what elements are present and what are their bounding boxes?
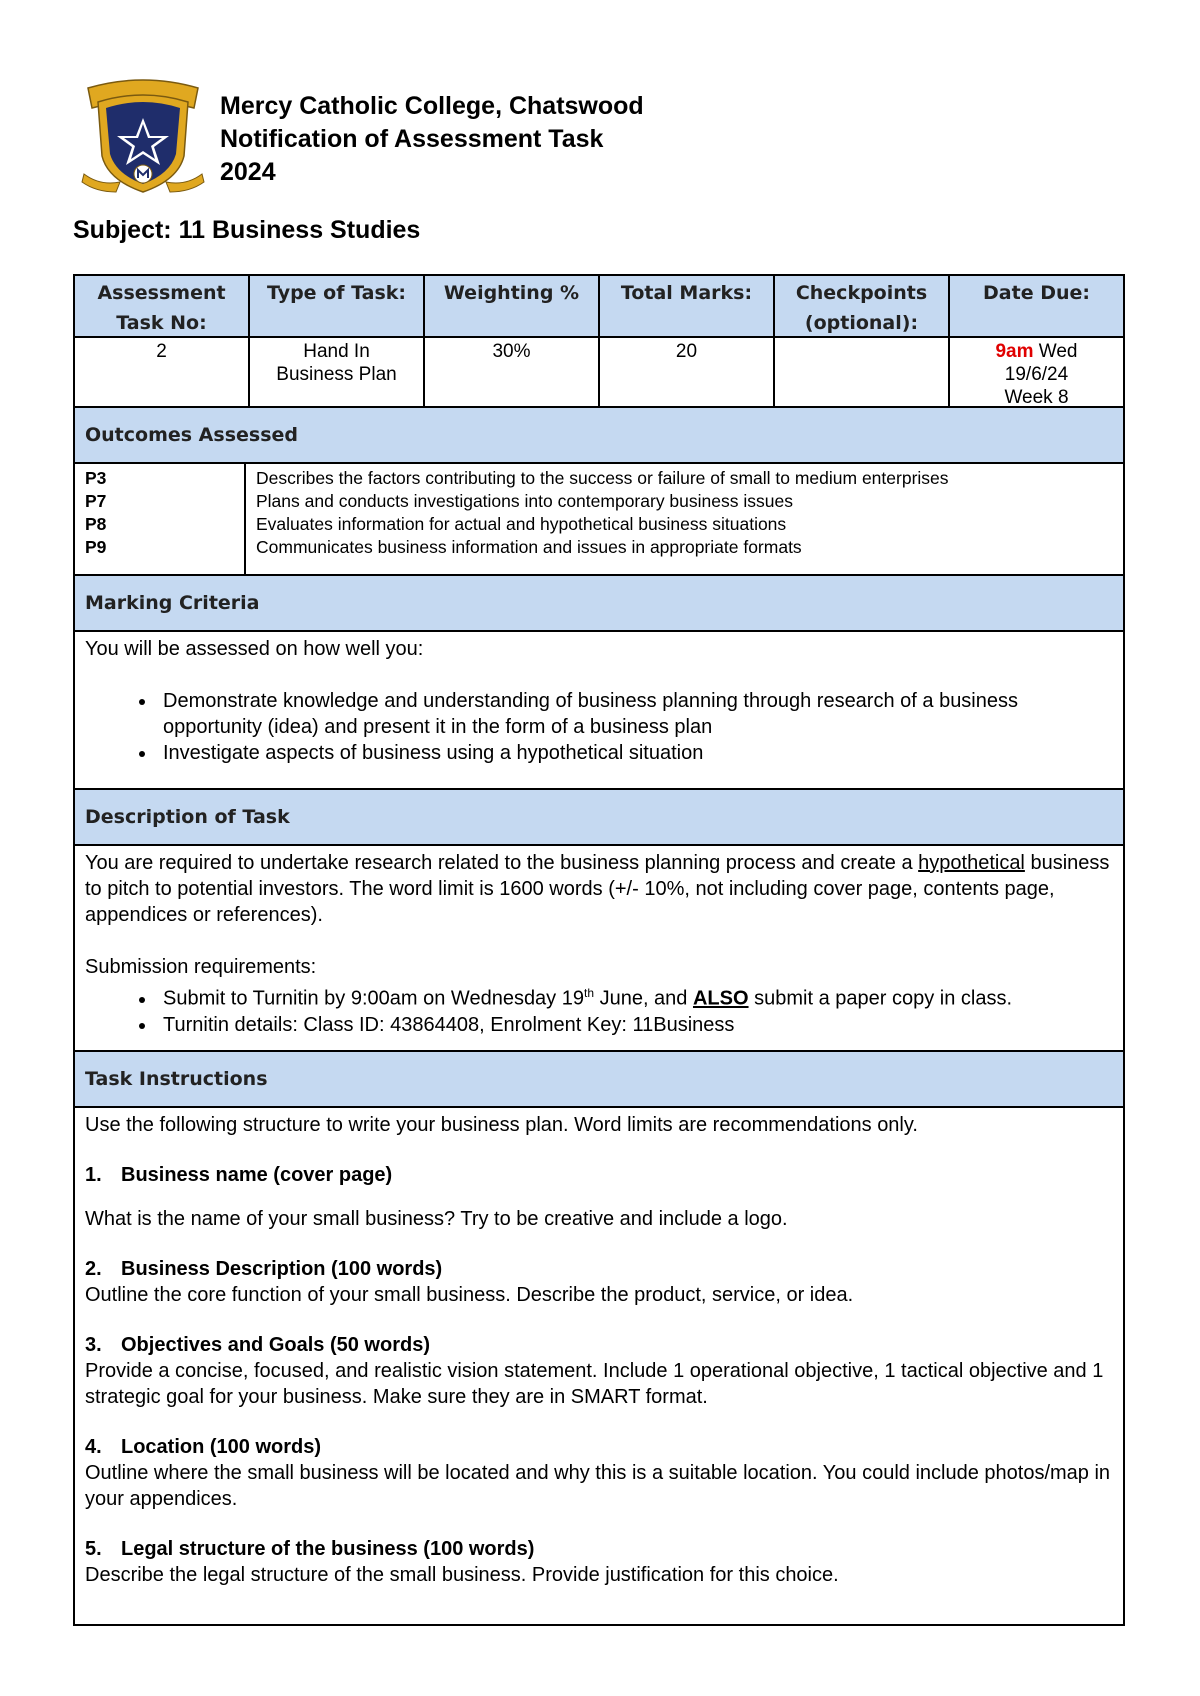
school-name: Mercy Catholic College, Chatswood	[220, 92, 644, 120]
instruction-heading	[85, 1536, 1113, 1562]
description-content	[75, 846, 1123, 1050]
date-due-value	[950, 338, 1123, 406]
outcome-text: Evaluates information for actual and hypothetical business situations	[256, 514, 787, 534]
instructions-content	[75, 1108, 1123, 1624]
instruction-title: Location (100 words)	[121, 1436, 322, 1458]
submission-list	[85, 980, 1113, 1038]
instruction-heading	[85, 1434, 1113, 1460]
checkpoints-value	[775, 338, 950, 406]
instruction-text: Outline where the small business will be located and why this is a suitable location. You could include photos/map in your appendices.	[85, 1462, 1111, 1510]
outcomes-title: Outcomes Assessed	[75, 408, 1123, 462]
title-block	[220, 90, 644, 189]
outcome-text: Plans and conducts investigations into contemporary business issues	[256, 491, 793, 511]
instruction-heading	[85, 1162, 1113, 1188]
instruction-title: Legal structure of the business (100 words)	[121, 1538, 535, 1560]
weighting-value: 30%	[425, 338, 600, 406]
description-body	[75, 846, 1123, 1052]
instruction-heading	[85, 1332, 1113, 1358]
task-type-line2: Business Plan	[276, 364, 397, 385]
instruction-heading	[85, 1256, 1113, 1282]
criteria-item: • Demonstrate knowledge and understanding of business planning through research of a business opportunity (idea) and present it in the form of a business plan	[157, 688, 1113, 740]
instruction-text: Describe the legal structure of the small business. Provide justification for this choice.	[85, 1564, 839, 1586]
instruction-text: Outline the core function of your small business. Describe the product, service, or idea.	[85, 1284, 854, 1306]
task-type-line1: Hand In	[303, 341, 370, 362]
header-total-marks: Total Marks:	[600, 276, 775, 336]
instruction-text: What is the name of your small business? Try to be creative and include a logo.	[85, 1208, 788, 1230]
criteria-content	[75, 632, 1123, 788]
instructions-title: Task Instructions	[75, 1052, 1123, 1106]
document-header	[80, 78, 1130, 198]
submission-text: submit a paper copy in class.	[748, 987, 1013, 1010]
summary-values-row	[75, 338, 1123, 408]
also-emphasis: ALSO	[692, 987, 749, 1010]
criteria-section-header	[75, 576, 1123, 632]
submission-text: June, and	[594, 987, 693, 1010]
school-crest-icon	[80, 78, 206, 196]
subject-heading: Subject: 11 Business Studies	[73, 216, 421, 244]
year: 2024	[220, 158, 276, 186]
due-time: 9am	[995, 341, 1034, 362]
header-weighting: Weighting %	[425, 276, 600, 336]
header-checkpoints: Checkpoints (optional):	[775, 276, 950, 336]
header-date-due: Date Due:	[983, 282, 1090, 304]
outcome-code: P3	[85, 468, 107, 488]
assessment-table	[73, 274, 1125, 1626]
instruction-title: Business Description (100 words)	[121, 1258, 443, 1280]
instruction-number: 4.	[85, 1436, 102, 1458]
outcomes-body	[75, 464, 1123, 576]
notice-title: Notification of Assessment Task	[220, 125, 604, 153]
outcome-text: Communicates business information and issues in appropriate formats	[256, 537, 802, 557]
outcome-codes	[75, 464, 246, 574]
outcome-code: P7	[85, 491, 107, 511]
task-no-value: 2	[75, 338, 250, 406]
outcome-text: Describes the factors contributing to the success or failure of small to medium enterprises	[256, 468, 949, 488]
criteria-list	[85, 688, 1113, 766]
instructions-body	[75, 1108, 1123, 1624]
summary-header-row	[75, 276, 1123, 338]
instruction-number: 3.	[85, 1334, 102, 1356]
description-text: You are required to undertake research related to the business planning process and create a	[85, 852, 919, 874]
criteria-title: Marking Criteria	[75, 576, 1123, 630]
superscript-th: th	[584, 986, 595, 1000]
hypothetical-underlined: hypothetical	[918, 852, 1025, 874]
submission-text: Submit to Turnitin by 9:00am on Wednesday 19	[163, 987, 584, 1010]
instruction-number: 2.	[85, 1258, 102, 1280]
criteria-intro: You will be assessed on how well you:	[85, 638, 424, 660]
header-task-no: Assessment Task No:	[75, 276, 250, 336]
instruction-title: Business name (cover page)	[121, 1164, 393, 1186]
instruction-text: Provide a concise, focused, and realistic vision statement. Include 1 operational objective, 1 tactical objective and 1 strategic goal for your business. Make sure they are in SMART format.	[85, 1360, 1104, 1408]
instruction-number: 5.	[85, 1538, 102, 1560]
outcome-code: P8	[85, 514, 107, 534]
total-marks-value: 20	[600, 338, 775, 406]
submission-heading: Submission requirements:	[85, 956, 317, 978]
due-day: Wed	[1033, 341, 1078, 362]
due-time-line	[950, 340, 1123, 363]
outcome-code: P9	[85, 537, 107, 557]
instruction-number: 1.	[85, 1164, 102, 1186]
criteria-item: • Investigate aspects of business using a hypothetical situation	[157, 740, 1113, 766]
due-week: Week 8	[1004, 387, 1069, 408]
outcome-descriptions	[246, 464, 1123, 574]
description-text: business to pitch to potential investors. The word limit is 1600 words (+/- 10%, not including cover page, contents page, appendices or references).	[85, 852, 1110, 926]
criteria-body	[75, 632, 1123, 790]
instructions-section-header	[75, 1052, 1123, 1108]
instructions-intro: Use the following structure to write your business plan. Word limits are recommendations only.	[85, 1114, 918, 1136]
task-type-value	[250, 338, 425, 406]
description-title: Description of Task	[75, 790, 1123, 844]
description-paragraph	[85, 850, 1113, 928]
submission-item	[157, 980, 1113, 1012]
outcomes-section-header	[75, 408, 1123, 464]
instruction-title: Objectives and Goals (50 words)	[121, 1334, 430, 1356]
submission-item: • Turnitin details: Class ID: 43864408, Enrolment Key: 11Business	[157, 1012, 1113, 1038]
header-task-type: Type of Task:	[250, 276, 425, 336]
description-section-header	[75, 790, 1123, 846]
due-date: 19/6/24	[1004, 364, 1069, 385]
